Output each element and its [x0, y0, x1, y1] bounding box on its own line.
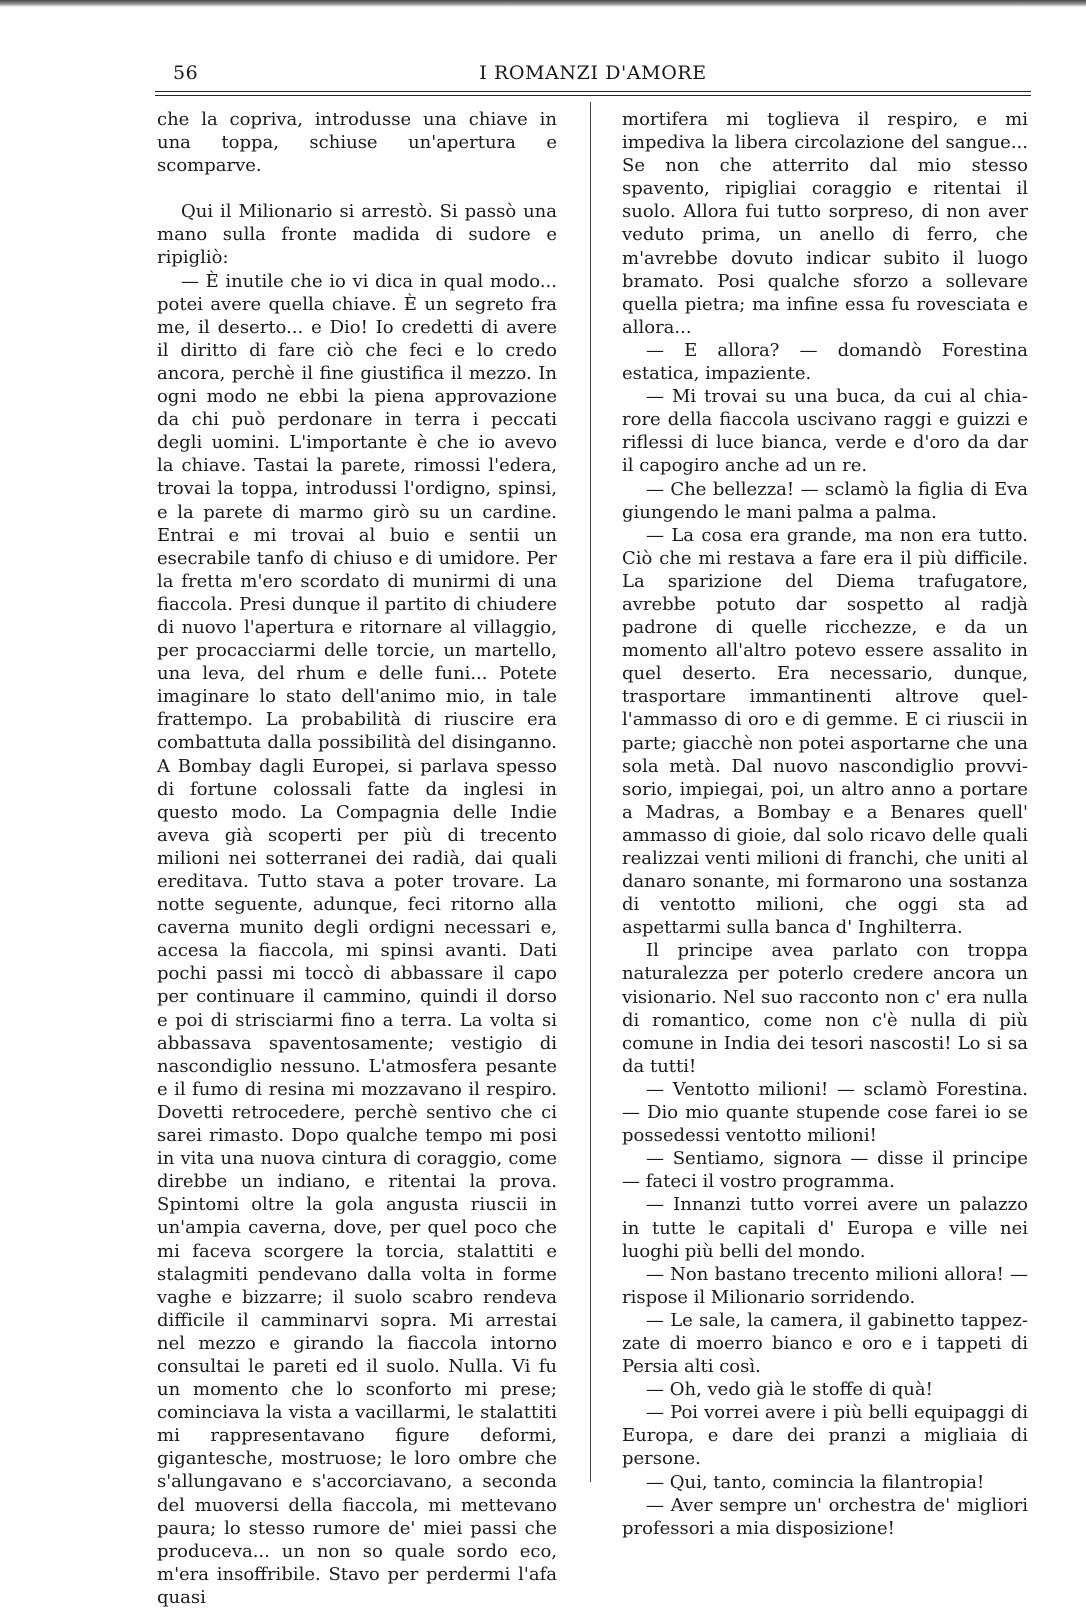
- paragraph: che la copriva, introdusse una chiave in una toppa, schiuse un'apertura e scomparve.: [157, 109, 557, 177]
- paragraph: — È inutile che io vi dica in qual modo... potei avere quella chiave. È un segreto fra me, il deserto... e Dio! Io credetti di avere il diritto di fare ciò che feci e lo credo ancora, perchè il fine giustifica il mezzo. In ogni modo ne ebbi la piena approvazione da chi può perdonare in terra i peccati degli uomini. L'importante è che io avevo la chiave. Tastai la parete, rimossi l'edera, trovai la toppa, introdussi l'ordigno, spinsi, e la parete di marmo girò su un cardine. Entrai e mi trovai al buio e sentii un esecrabile tanfo di chiuso e di umidore. Per la fretta m'ero scordato di munirmi di una fiaccola. Presi dunque il partito di chiudere di nuovo l'apertura e ritornare al villaggio, per procacciarmi delle torcie, un martello, una leva, del rhum e delle funi... Potete imaginare lo stato dell'animo mio, in tale frattempo. La probabilità di riuscire era combattuta dalla possibilità del disinganno. A Bombay dagli Europei, si parlava spesso di fortune colossali fatte da inglesi in questo modo. La Compagnia delle Indie aveva già scoperti per più di trecento milioni nei sotterranei dei radià, dai quali ereditava. Tutto stava a poter trovare. La notte seguente, adunque, feci ritorno alla caverna munito degli ordigni necessari e, accesa la fiaccola, mi spinsi avanti. Dati pochi passi mi toccò di abbassare il capo per continuare il cammino, quindi il dorso e poi di strisciarmi fino a terra. La volta si abbassava spaventosamente; vestigio di nascondiglio nessuno. L'atmosfera pesante e il fumo di resina mi mozzavano il respiro. Dovetti retrocedere, perchè sentivo che ci sarei rimasto. Dopo qualche tempo mi posi in vita una nuova cintura di coraggio, come direbbe un indiano, e ritentai la prova. Spintomi oltre la gola angusta riuscii in un'ampia caverna, dove, per quel poco che mi faceva scorgere la torcia, stalattiti e stalagmiti pendevano dalla volta in forme vaghe e bizzarre; il suolo scabro rendeva difficile il camminarvi sopra. Mi arrestai nel mezzo e girando la fiaccola intorno consultai le pareti ed il suolo. Nulla. Vi fu un momento che lo sconforto mi prese; cominciava la vista a vacillarmi, le stalattiti mi rappresentavano figure deformi, gigantesche, mostruose; le loro ombre che s'allungavano e s'accorciavano, a seconda del muoversi della fiaccola, mi mettevano paura; lo stesso rumore de' miei passi che produceva... un non so quale sordo eco, m'era insoffribile. Stavo per perdermi l'afa quasi: [157, 270, 557, 1608]
- paragraph: — Qui, tanto, comincia la filantropia!: [646, 1471, 985, 1493]
- column-divider: [590, 102, 591, 1482]
- paragraph: — Che bellezza! — sclamò la figlia di Eva giungendo le mani palma a palma.: [622, 478, 1028, 523]
- paragraph: — Sentiamo, signora — disse il principe — fateci il vostro programma.: [622, 1148, 1028, 1193]
- paragraph: — Innanzi tutto vorrei avere un palazzo in tutte le capitali d' Europa e ville nei luoghi più belli del mondo.: [622, 1194, 1028, 1262]
- right-column: [622, 108, 1028, 1540]
- running-head: [155, 62, 1031, 92]
- header-rule: [155, 91, 1031, 96]
- book-title: I ROMANZI D'AMORE: [479, 62, 707, 84]
- left-column: [157, 108, 557, 1609]
- paragraph: — Le sale, la camera, il gabinetto tappezzate di moerro bianco e oro e i tappeti di Persia alti così.: [622, 1309, 1028, 1378]
- paragraph: Il principe avea parlato con troppa naturalezza per poterlo credere ancora un visionario. Nel suo racconto non c' era nulla di romantico, come non c'è nulla di più comune in India dei tesori nascosti! Lo si sa da tutti!: [622, 940, 1028, 1077]
- paragraph: mortifera mi toglieva il respiro, e mi impediva la libera circolazione del sangue... Se non che atterrito dal mio stesso spavento, ripigliai coraggio e ritentai il suolo. Allora fui tutto sorpreso, di non aver veduto prima, un anello di ferro, che m'avrebbe dovuto indicar subito il luogo bramato. Posi qualche sforzo a sollevare quella pietra; ma infine essa fu rovesciata e allora...: [622, 109, 1028, 338]
- paragraph: — E allora? — domandò Forestina estatica, impaziente.: [622, 339, 1028, 385]
- paragraph: — Ventotto milioni! — sclamò Forestina. — Dio mio quante stupende cose farei io se possedessi ventotto milioni!: [622, 1078, 1028, 1147]
- paragraph: — La cosa era grande, ma non era tutto. Ciò che mi restava a fare era il più difficile. La sparizione del Diema trafugatore, avrebbe potuto dar sospetto al radjà padrone di quelle ricchezze, e da un momento all'altro potevo essere assalito in quel deserto. Era necessario, dunque, trasportare immantinenti altrove quell'ammasso di oro e di gemme. E ci riuscii in parte; giacchè non potei asportarne che una sola metà. Dal nuovo nascondiglio provvisorio, impiegai, poi, un altro anno a portare a Madras, a Bombay e a Benares quell' ammasso di gioie, dal solo ricavo delle quali realizzai venti milioni di franchi, che uniti al danaro sonante, mi formarono una sostanza di ventotto milioni, che oggi sta ad aspettarmi sulla banca d' Inghilterra.: [622, 524, 1028, 939]
- paragraph: — Poi vorrei avere i più belli equipaggi di Europa, e dare dei pranzi a migliaia di persone.: [622, 1402, 1028, 1470]
- paragraph: — Aver sempre un' orchestra de' migliori professori a mia disposizione!: [622, 1494, 1028, 1539]
- paragraph: Qui il Milionario si arrestò. Si passò una mano sulla fronte madida di sudore e ripigliò:: [157, 201, 557, 269]
- paragraph: — Mi trovai su una buca, da cui al chiarore della fiaccola uscivano raggi e guizzi e riflessi di luce bianca, verde e d'oro da dar il capogiro anche ad un re.: [622, 386, 1028, 477]
- paragraph: — Oh, vedo già le stoffe di quà!: [646, 1379, 933, 1401]
- page-top-edge: [0, 0, 1086, 7]
- page-number: 56: [173, 62, 199, 84]
- paragraph: — Non bastano trecento milioni allora! — rispose il Milionario sorridendo.: [622, 1263, 1028, 1308]
